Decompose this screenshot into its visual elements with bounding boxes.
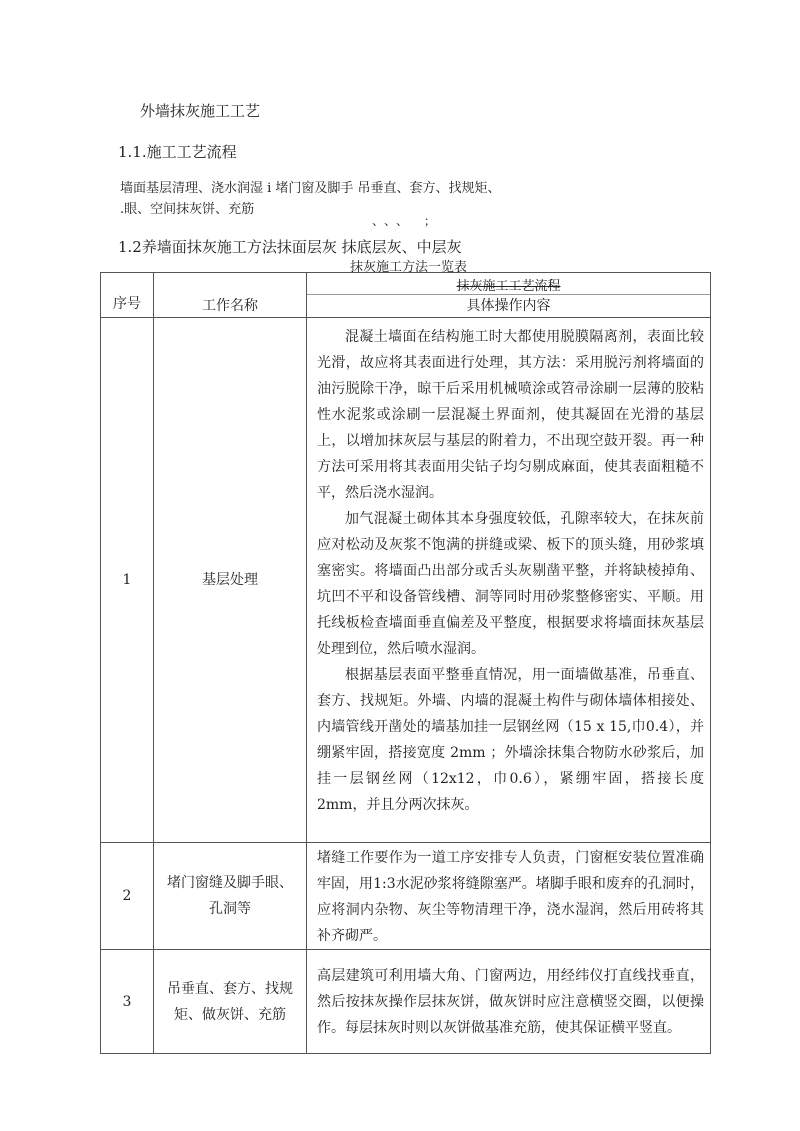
row-name (154, 843, 307, 950)
row-no: 2 (101, 843, 154, 950)
row-content (307, 950, 711, 1054)
table-row (101, 950, 711, 1054)
content-paragraph: 高层建筑可利用墙大角、门窗两边，用经纬仪打直线找垂直，然后按抹灰操作层抹灰饼，做灰饼时应注意横竖交圈，以便操作。每层抹灰时则以灰饼做基准充筋，使其保证横平竖直。 (317, 967, 704, 1036)
content-paragraph: 根据基层表面平整垂直情况，用一面墙做基准，吊垂直、套方、找规矩。外墙、内墙的混凝土构件与砌体墙体相接处、内墙管线开凿处的墙基加挂一层钢丝网（15 x 15,巾0.4），并绷紧牢固，搭接宽度 2mm ；外墙涂抹集合物防水砂浆后，加挂一层钢丝网（12x12，巾0.6），紧绷牢固，搭接长度2mm，并且分两次抹灰。 (317, 667, 704, 813)
header-name: 工作名称 (154, 273, 307, 318)
document-title: 外墙抹灰施工工艺 (140, 102, 261, 120)
row-no: 3 (101, 950, 154, 1054)
section-heading-process: 1.1.施工工艺流程 (118, 143, 237, 161)
table-row (101, 318, 711, 843)
row-name-line: 孔洞等 (209, 901, 251, 917)
row-content (307, 318, 711, 843)
row-name-line: 堵门窗缝及脚手眼、 (167, 875, 293, 891)
content-paragraph: 混凝土墙面在结构施工时大都使用脱膜隔离剂，表面比较光滑，故应将其表面进行处理，其方法：采用脱污剂将墙面的油污脱除干净，晾干后采用机械喷涂或笤帚涂刷一层薄的胶粘性水泥浆或涂刷一层混凝土界面剂，使其凝固在光滑的基层上，以增加抹灰层与基层的附着力，不出现空鼓开裂。再一种方法可采用将其表面用尖钻子均匀剔成麻面，使其表面粗糙不平，然后浇水湿润。 (317, 329, 704, 501)
table-caption: 抹灰施工方法一览表 (350, 260, 468, 275)
table-row (101, 843, 711, 950)
header-content-top: 抹灰施工工艺流程 (307, 275, 710, 295)
process-flow-line-1: 墙面基层清理、浇水润湿 i 堵门窗及脚手 吊垂直、套方、找规矩、 (120, 181, 501, 196)
row-name: 基层处理 (154, 318, 307, 843)
method-table (100, 272, 711, 1054)
section-heading-method: 1.2养墙面抹灰施工方法抹面层灰 抹底层灰、中层灰 (118, 238, 462, 256)
row-name-line: 吊垂直、套方、找规 (167, 980, 293, 997)
header-no: 序号 (101, 273, 154, 318)
header-content: 具体操作内容 (466, 298, 551, 314)
row-content (307, 843, 711, 950)
table-header-row (101, 273, 711, 318)
flow-marks: 、、、 ； (372, 214, 442, 228)
row-name (154, 950, 307, 1054)
header-content-cell (307, 273, 711, 318)
content-paragraph: 加气混凝土砌体其本身强度较低，孔隙率较大，在抹灰前应对松动及灰浆不饱满的拼缝或梁、板下的顶头缝，用砂浆填塞密实。将墙面凸出部分或舌头灰剔凿平整，并将缺棱掉角、坑凹不平和设备管线槽、洞等同时用砂浆整修密实、平顺。用托线板检查墙面垂直偏差及平整度，根据要求将墙面抹灰基层处理到位，然后喷水湿润。 (317, 511, 704, 657)
row-no: 1 (101, 318, 154, 843)
content-paragraph: 堵缝工作要作为一道工序安排专人负责，门窗框安装位置准确牢固，用1:3水泥砂浆将缝隙塞严。堵脚手眼和废弃的孔洞时，应将洞内杂物、灰尘等物清理干净，浇水湿润，然后用砖将其补齐砌严。 (317, 850, 704, 944)
row-name-line: 矩、做灰饼、充筋 (174, 1006, 286, 1023)
process-flow-line-2: .眼、空间抹灰饼、充筋 (120, 202, 255, 217)
